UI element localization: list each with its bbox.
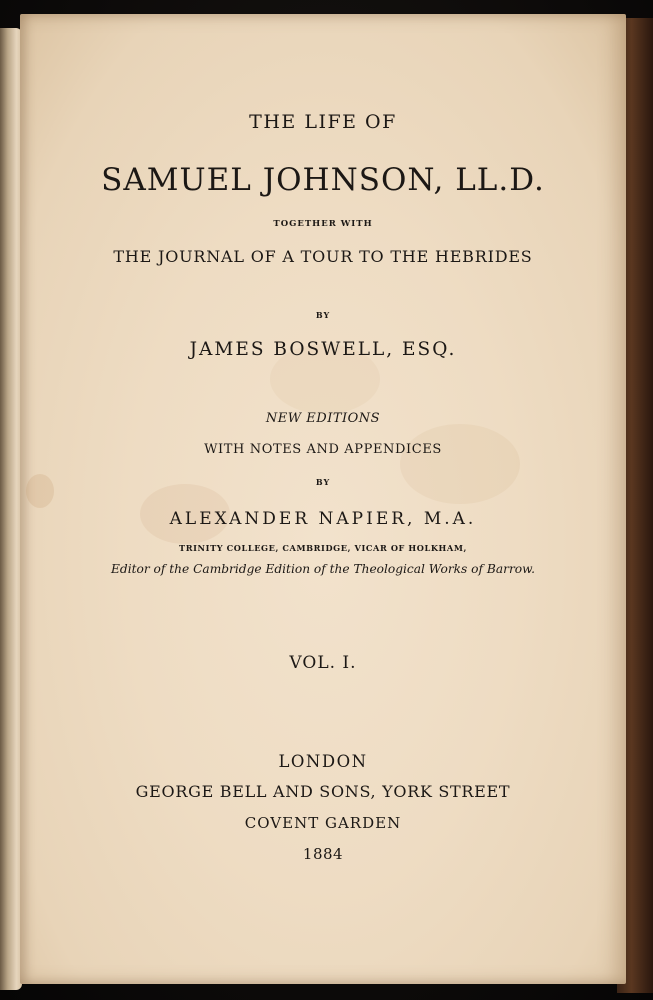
imprint-location: COVENT GARDEN <box>244 814 402 832</box>
title-line: THE LIFE OF <box>249 111 397 133</box>
editor-affiliation: TRINITY COLLEGE, CAMBRIDGE, VICAR OF HOLKHAM, <box>179 543 467 553</box>
author-name: JAMES BOSWELL, ESQ. <box>189 339 457 360</box>
title-page-text <box>20 14 626 984</box>
editor-credit: Editor of the Cambridge Edition of the Theological Works of Barrow. <box>111 562 535 576</box>
by-label-editor: BY <box>315 477 331 487</box>
journal-title: THE JOURNAL OF A TOUR TO THE HEBRIDES <box>113 247 533 266</box>
volume-number: VOL. I. <box>289 653 357 673</box>
subject-name: SAMUEL JOHNSON, LL.D. <box>101 162 545 198</box>
by-label: BY <box>315 310 331 320</box>
left-page-edge <box>0 28 22 990</box>
notes-label: WITH NOTES AND APPENDICES <box>204 442 442 457</box>
editor-name: ALEXANDER NAPIER, M.A. <box>169 509 477 529</box>
imprint-year: 1884 <box>302 845 344 863</box>
edition-label: NEW EDITIONS <box>265 411 381 426</box>
together-with: TOGETHER WITH <box>273 219 373 229</box>
imprint-publisher: GEORGE BELL AND SONS, YORK STREET <box>135 782 511 801</box>
imprint-city: LONDON <box>278 752 368 771</box>
